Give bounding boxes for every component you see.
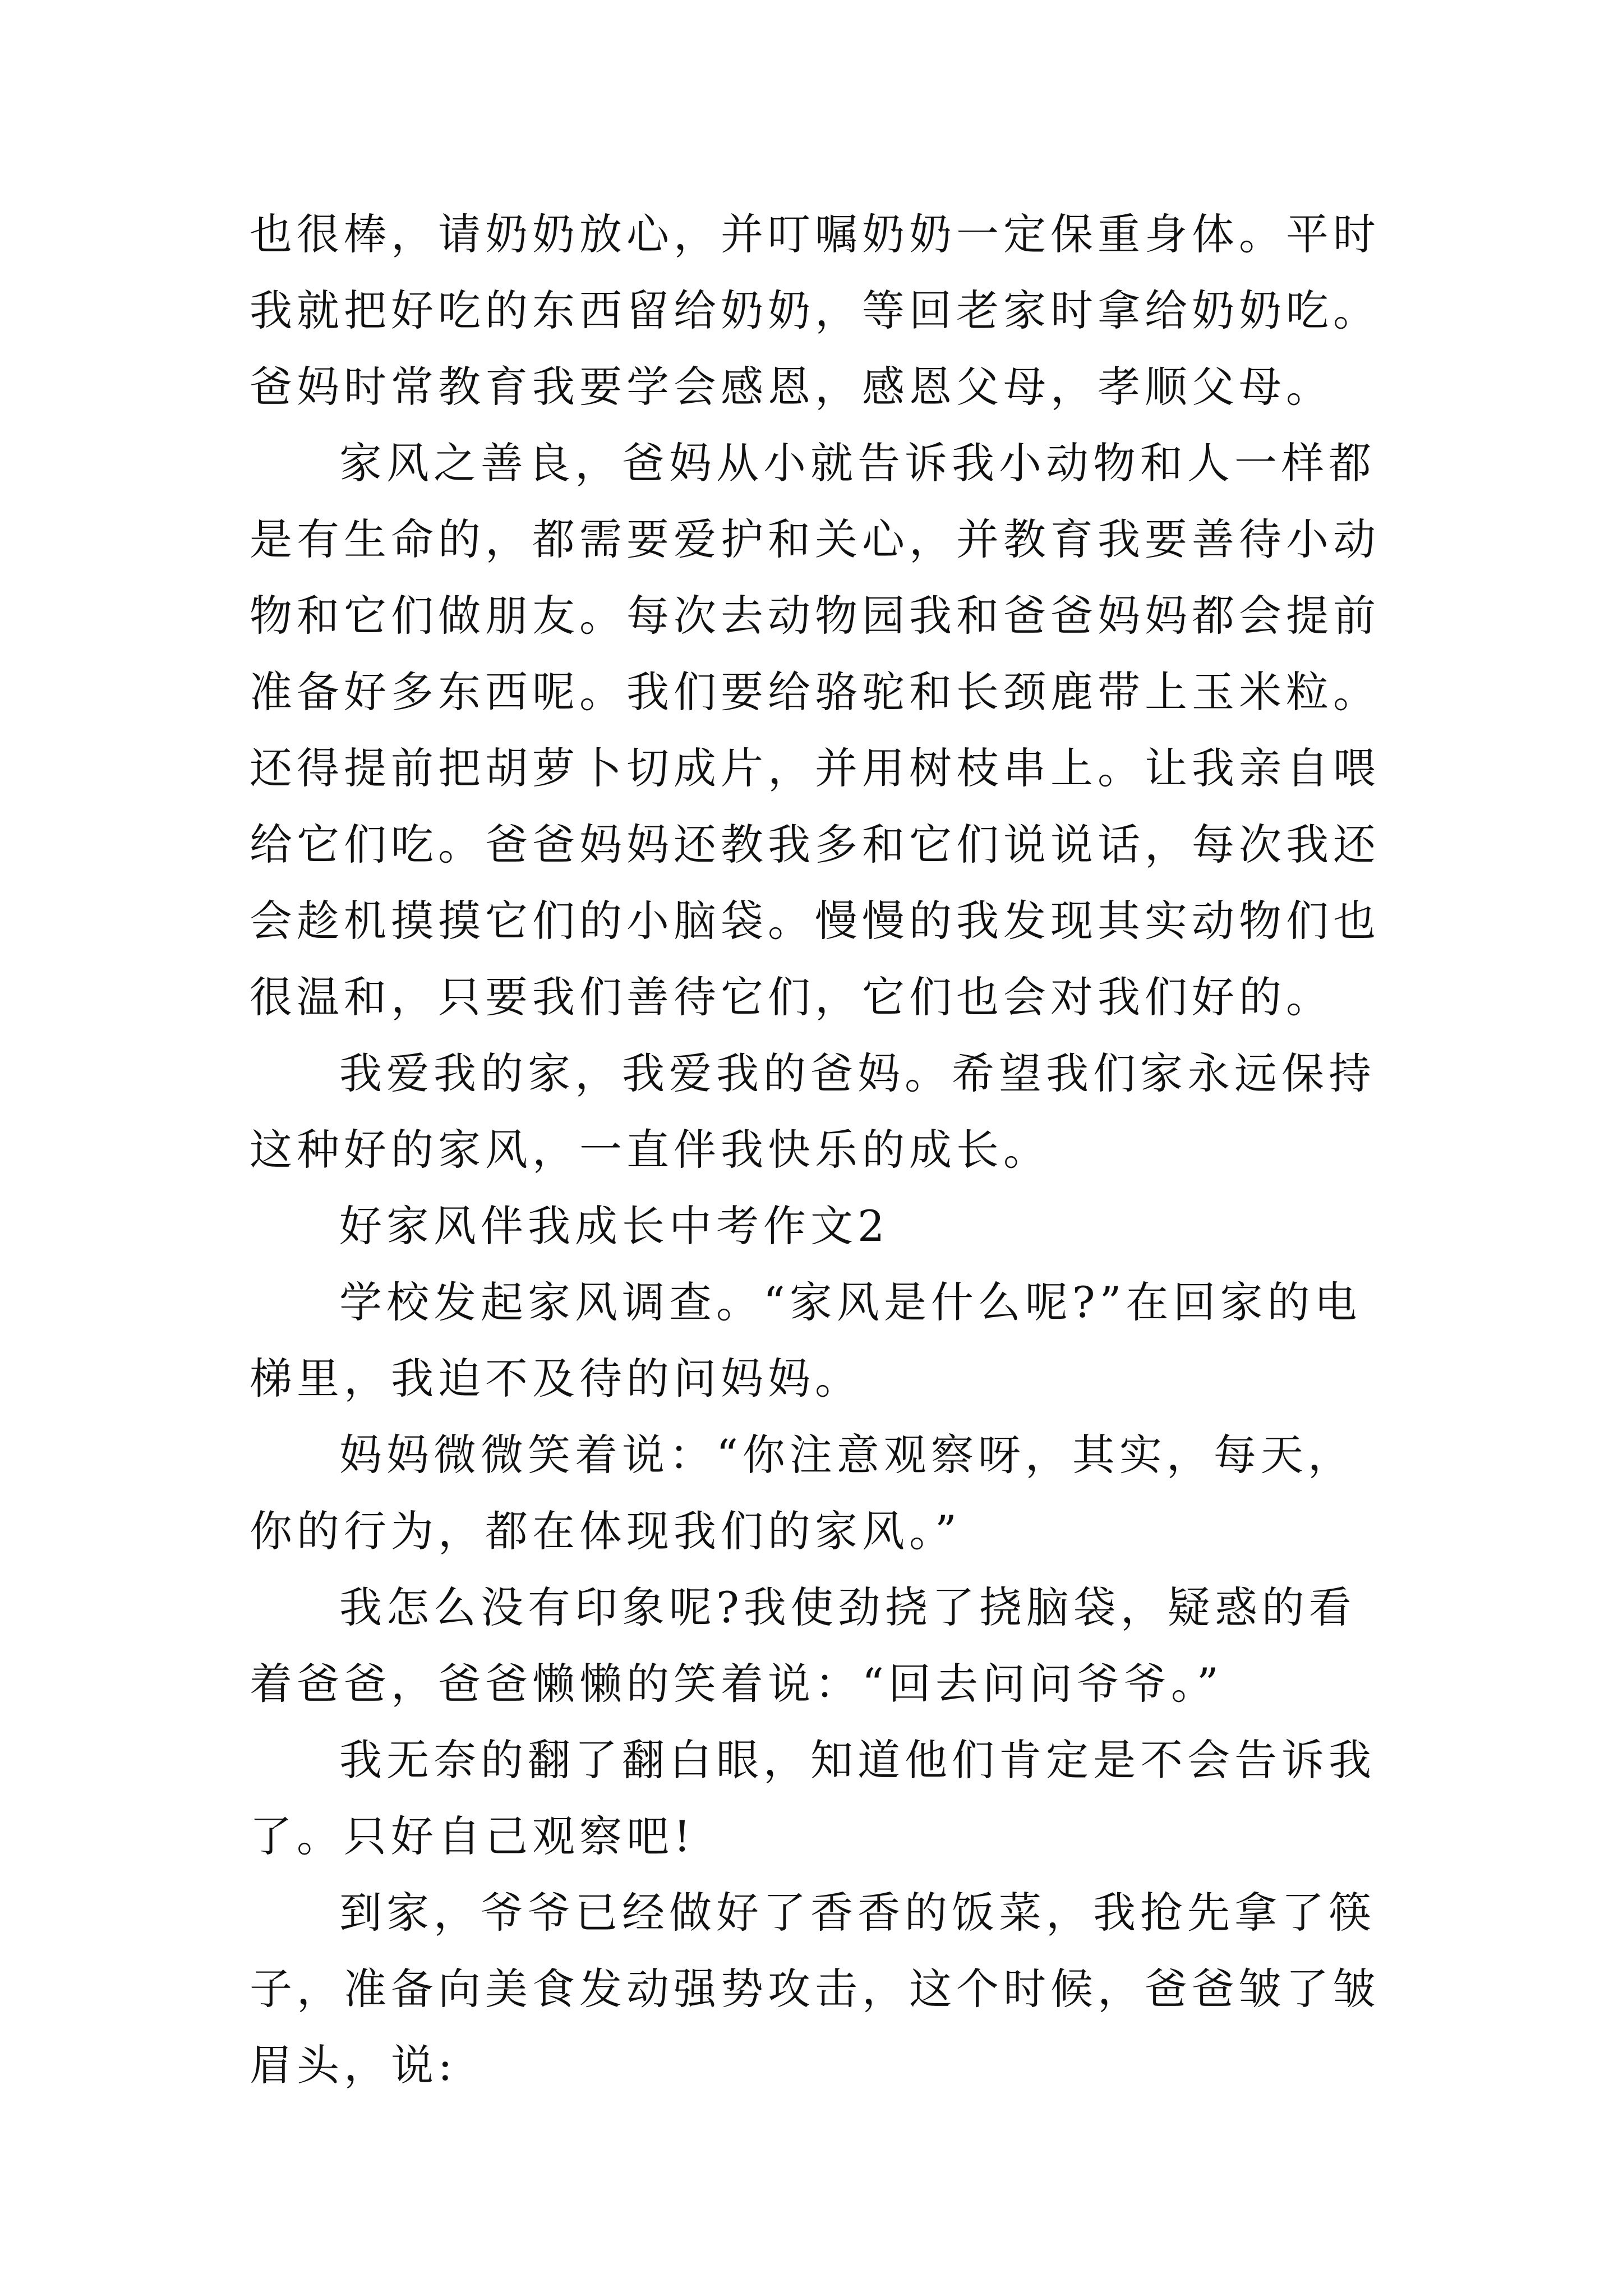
paragraph-8: 到家，爷爷已经做好了香香的饭菜，我抢先拿了筷子，准备向美食发动强势攻击，这个时候，爸爸皱了皱眉头，说: [250,1888,1380,2090]
paragraph-3: 我爱我的家，我爱我的爸妈。希望我们家永远保持这种好的家风，一直伴我快乐的成长。 [250,1048,1376,1175]
paragraph-4: 学校发起家风调查。“家风是什么呢?”在回家的电梯里，我迫不及待的问妈妈。 [250,1277,1362,1404]
paragraph-2: 家风之善良，爸妈从小就告诉我小动物和人一样都是有生命的，都需要爱护和关心，并教育我要善待小动物和它们做朋友。每次去动物园我和爸爸妈妈都会提前准备好多东西呢。我们要给骆驼和长颈鹿带上玉米粒。还得提前把胡萝卜切成片，并用树枝串上。让我亲自喂给它们吃。爸爸妈妈还教我多和它们说说话，每次我还会趁机摸摸它们的小脑袋。慢慢的我发现其实动物们也很温和，只要我们善待它们，它们也会对我们好的。 [250,438,1380,1022]
document-body [250,196,1382,2104]
paragraph-5: 妈妈微微笑着说：“你注意观察呀，其实，每天，你的行为，都在体现我们的家风。” [250,1430,1355,1556]
paragraph-7: 我无奈的翻了翻白眼，知道他们肯定是不会告诉我了。只好自己观察吧! [250,1735,1376,1861]
paragraph-1: 也很棒，请奶奶放心，并叮嘱奶奶一定保重身体。平时我就把好吃的东西留给奶奶，等回老家时拿给奶奶吃。爸妈时常教育我要学会感恩，感恩父母，孝顺父母。 [250,209,1380,412]
essay-title: 好家风伴我成长中考作文2 [339,1201,889,1251]
paragraph-6: 我怎么没有印象呢?我使劲挠了挠脑袋，疑惑的看着爸爸，爸爸懒懒的笑着说：“回去问问爷爷。” [250,1582,1356,1709]
